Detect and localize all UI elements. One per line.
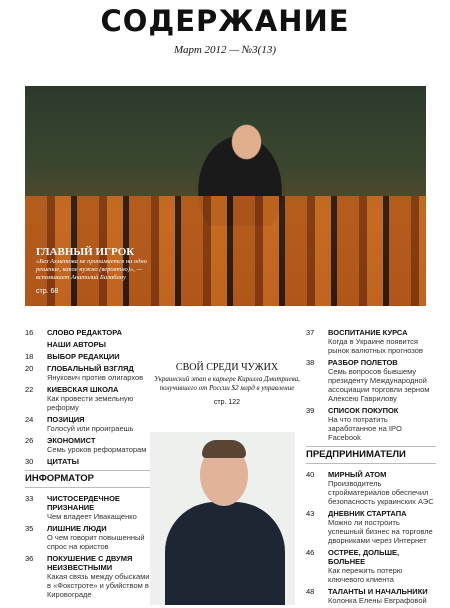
toc-page-number: 22: [25, 385, 34, 394]
toc-title: РАЗБОР ПОЛЕТОВ: [328, 358, 398, 367]
hero-page: стр. 68: [36, 288, 59, 295]
toc-page-number: 24: [25, 415, 34, 424]
hero-text: «Без Ахметова не принимается ни одно решение, какое нужно (вероятно)», — вспоминает Анатолий Балабану: [36, 258, 147, 281]
toc-item[interactable]: [25, 385, 150, 412]
toc-item[interactable]: [25, 436, 150, 454]
toc-page-number: [25, 340, 47, 349]
feature-photo: [150, 432, 295, 605]
toc-item[interactable]: [306, 548, 436, 584]
toc-title: КИЕВСКАЯ ШКОЛА: [47, 385, 119, 394]
toc-description: Янукович против олигархов: [47, 373, 144, 382]
toc-description: Какая связь между обысками в «Фокстроте» и убийством в Кировограде: [47, 572, 150, 599]
toc-description: Колонка Елены Евграфовой: [328, 596, 427, 605]
toc-description: Как пережить потерю ключевого клиента: [328, 566, 403, 584]
toc-title: ЧИСТОСЕРДЕЧНОЕ ПРИЗНАНИЕ: [47, 494, 120, 512]
toc-description: О чем говорит повышенный спрос на юристов: [47, 533, 145, 551]
toc-description: Семь вопросов бывшему президенту Международной ассоциации торговли зерном Алексею Гаврилову: [328, 367, 430, 403]
toc-item[interactable]: [306, 328, 436, 355]
toc-page-number: 38: [306, 358, 315, 367]
toc-title: ТАЛАНТЫ И НАЧАЛЬНИКИ: [328, 587, 428, 596]
toc-title: ПОКУШЕНИЕ С ДВУМЯ НЕИЗВЕСТНЫМИ: [47, 554, 133, 572]
toc-page-number: 43: [306, 509, 315, 518]
toc-page-number: 26: [25, 436, 34, 445]
toc-description: Как провести земельную реформу: [47, 394, 134, 412]
photo-hair: [202, 440, 246, 458]
photo-suit: [165, 502, 285, 605]
toc-title: ДНЕВНИК СТАРТАПА: [328, 509, 407, 518]
toc-item[interactable]: [25, 328, 150, 337]
toc-item[interactable]: [306, 509, 436, 545]
hero-caption: [36, 246, 166, 295]
feature-block: [152, 362, 302, 406]
toc-title: ЭКОНОМИСТ: [47, 436, 96, 445]
page-title: СОДЕРЖАНИЕ: [100, 4, 350, 38]
toc-title: ОСТРЕЕ, ДОЛЬШЕ, БОЛЬНЕЕ: [328, 548, 400, 566]
toc-description: Голосуй или проиграешь: [47, 424, 134, 433]
toc-title: ЦИТАТЫ: [47, 457, 79, 466]
toc-item[interactable]: [306, 587, 436, 605]
toc-item[interactable]: [25, 415, 150, 433]
toc-right: [306, 328, 436, 608]
toc-page-number: 48: [306, 587, 315, 596]
section-entrepreneurs: ПРЕДПРИНИМАТЕЛИ: [306, 446, 436, 464]
toc-title: ЛИШНИЕ ЛЮДИ: [47, 524, 107, 533]
toc-item[interactable]: [25, 524, 150, 551]
toc-item[interactable]: [306, 358, 436, 403]
issue-line: Март 2012 — №3(13): [173, 44, 277, 56]
toc-left: [25, 328, 150, 602]
toc-description: Чем владеет Ивакащенко: [47, 512, 137, 521]
toc-description: На что потратить заработанное на IPO Facebook: [328, 415, 402, 442]
toc-title: СЛОВО РЕДАКТОРА: [47, 328, 122, 337]
feature-text: Украинский этап в карьере Кирилла Дмитриева, получившего от России $2 млрд в управление: [154, 375, 300, 392]
toc-page-number: 36: [25, 554, 34, 563]
toc-description: Можно ли построить успешный бизнес на торговле дворниками через Интернет: [328, 518, 433, 545]
toc-title: ВОСПИТАНИЕ КУРСА: [328, 328, 408, 337]
toc-description: Производитель стройматериалов обеспечил безопасность украинских АЭС: [328, 479, 434, 506]
toc-title: МИРНЫЙ АТОМ: [328, 470, 387, 479]
toc-item[interactable]: [25, 364, 150, 382]
toc-title: ГЛОБАЛЬНЫЙ ВЗГЛЯД: [47, 364, 134, 373]
toc-description: Семь уроков реформаторам: [47, 445, 147, 454]
toc-page-number: 35: [25, 524, 34, 533]
toc-item[interactable]: [25, 494, 150, 521]
toc-item[interactable]: [306, 470, 436, 506]
toc-page-number: 18: [25, 352, 34, 361]
toc-page-number: 30: [25, 457, 34, 466]
toc-item[interactable]: [25, 554, 150, 599]
toc-item[interactable]: [25, 352, 150, 361]
toc-page-number: 46: [306, 548, 315, 557]
toc-page-number: 33: [25, 494, 34, 503]
toc-title: СПИСОК ПОКУПОК: [328, 406, 399, 415]
toc-item[interactable]: [306, 406, 436, 442]
toc-page-number: 20: [25, 364, 34, 373]
toc-page-number: 16: [25, 328, 34, 337]
toc-title: ПОЗИЦИЯ: [47, 415, 85, 424]
toc-title: ВЫБОР РЕДАКЦИИ: [47, 352, 120, 361]
toc-item[interactable]: [25, 457, 150, 466]
toc-description: Когда в Украине появится рынок валютных прогнозов: [328, 337, 423, 355]
feature-page: стр. 122: [213, 399, 241, 406]
toc-page-number: 39: [306, 406, 315, 415]
toc-title: НАШИ АВТОРЫ: [47, 340, 106, 349]
section-informer: ИНФОРМАТОР: [25, 470, 150, 488]
feature-heading: СВОЙ СРЕДИ ЧУЖИХ: [175, 362, 279, 373]
toc-item[interactable]: [25, 340, 150, 349]
toc-page-number: 40: [306, 470, 315, 479]
toc-page-number: 37: [306, 328, 315, 337]
hero-heading: ГЛАВНЫЙ ИГРОК: [36, 246, 135, 258]
